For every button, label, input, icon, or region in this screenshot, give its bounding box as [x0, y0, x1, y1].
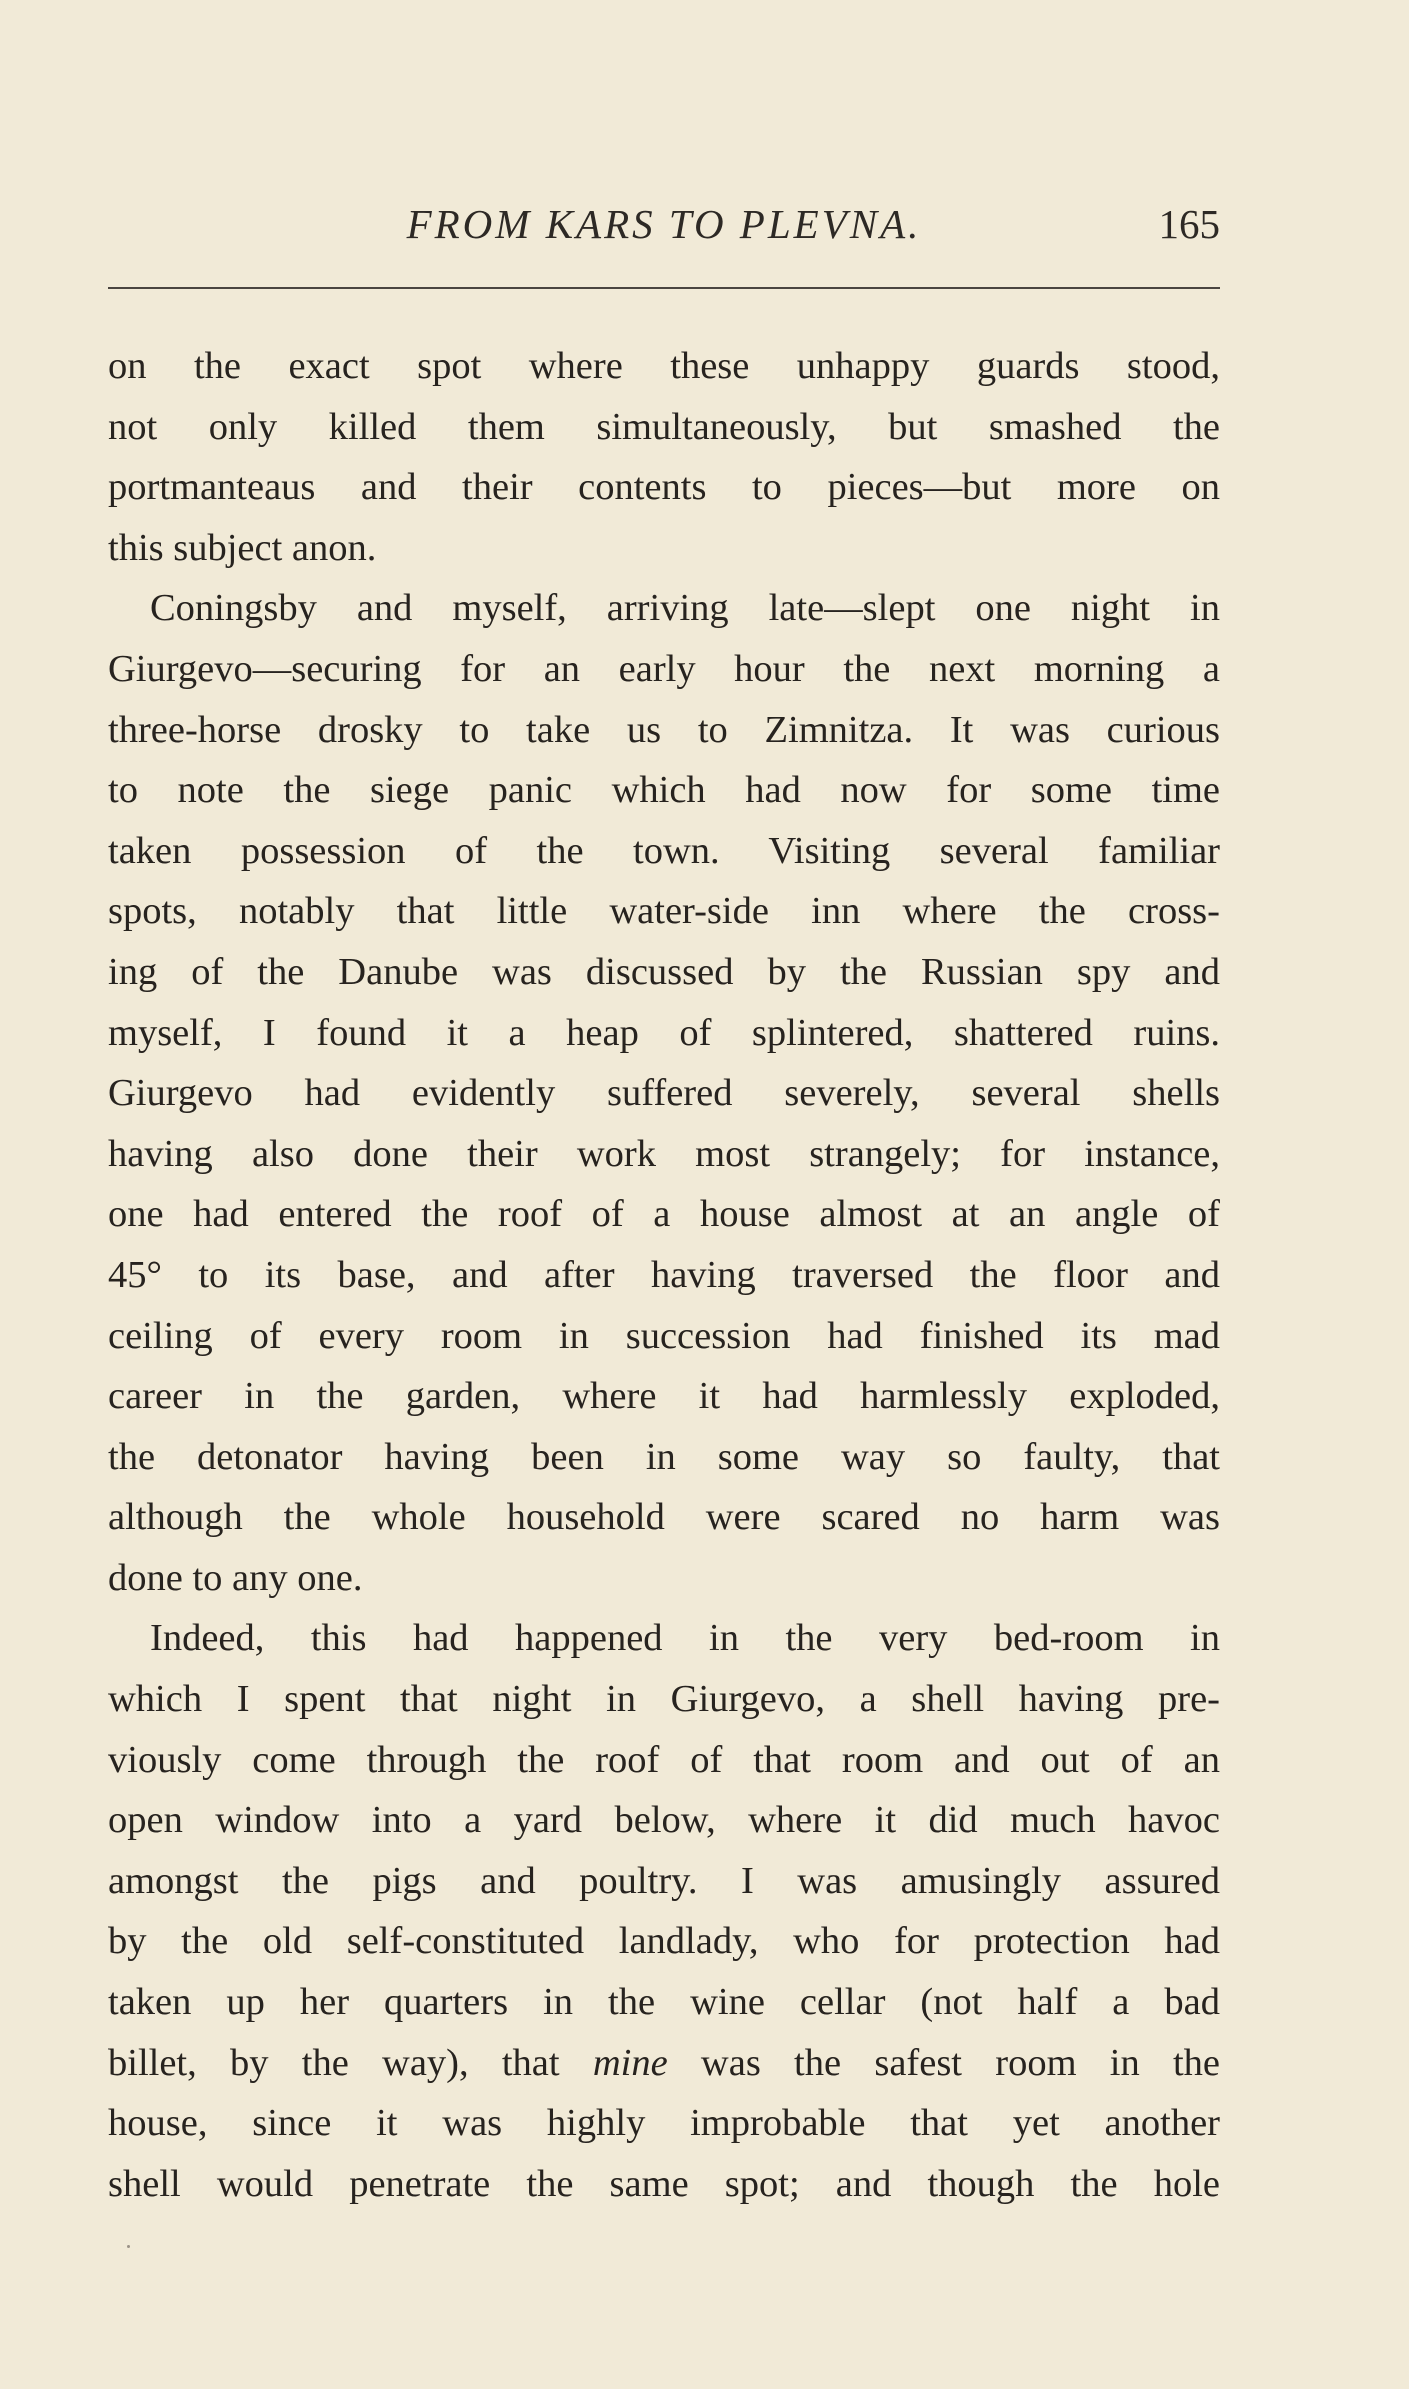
text-line: ing of the Danube was discussed by the Russian spy and — [108, 950, 1220, 993]
text-line: on the exact spot where these unhappy guards stood, — [108, 345, 1220, 387]
text-line: not only killed them simultaneously, but smashed the — [108, 405, 1220, 448]
text-segment: billet, by the way), that — [108, 2041, 593, 2084]
body-text — [108, 336, 1220, 2214]
text-line: career in the garden, where it had harmlessly exploded, — [108, 1375, 1220, 1418]
paragraph-3 — [108, 1608, 1220, 2214]
text-line: open window into a yard below, where it did much havoc — [108, 1799, 1220, 1842]
page-number: 165 — [1158, 201, 1220, 247]
text-line: 45° to its base, and after having traversed the floor and — [108, 1253, 1220, 1296]
text-line: which I spent that night in Giurgevo, a shell having pre- — [108, 1678, 1220, 1721]
text-line: Giurgevo had evidently suffered severely, several shells — [108, 1072, 1220, 1115]
text-line: three-horse drosky to take us to Zimnitza. It was curious — [108, 708, 1220, 751]
running-head — [108, 200, 1220, 260]
text-line: shell would penetrate the same spot; and though the hole — [108, 2162, 1220, 2205]
text-line: having also done their work most strangely; for instance, — [108, 1132, 1220, 1175]
text-line: one had entered the roof of a house almost at an angle of — [108, 1193, 1220, 1236]
paragraph-1 — [108, 336, 1220, 578]
text-line: Giurgevo—securing for an early hour the next morning a — [108, 647, 1220, 690]
text-line: although the whole household were scared no harm was — [108, 1496, 1220, 1539]
text-line: this subject anon. — [108, 526, 377, 569]
text-line: ceiling of every room in succession had finished its mad — [108, 1314, 1220, 1357]
header-rule — [108, 287, 1220, 289]
text-line: house, since it was highly improbable that yet another — [108, 2102, 1220, 2145]
text-line: portmanteaus and their contents to pieces—but more on — [108, 466, 1220, 509]
text-line: Coningsby and myself, arriving late—slept one night in — [150, 587, 1220, 630]
running-title: FROM KARS TO PLEVNA. — [406, 201, 922, 247]
text-line: done to any one. — [108, 1556, 363, 1599]
text-line: myself, I found it a heap of splintered, shattered ruins. — [108, 1011, 1220, 1054]
text-line: taken possession of the town. Visiting several familiar — [108, 829, 1220, 872]
text-line: viously come through the roof of that room and out of an — [108, 1738, 1220, 1781]
text-line: to note the siege panic which had now for some time — [108, 769, 1220, 812]
text-line: the detonator having been in some way so faulty, that — [108, 1435, 1220, 1478]
text-line: spots, notably that little water-side inn where the cross- — [108, 890, 1220, 933]
paper-speck — [127, 2245, 130, 2248]
text-line: by the old self-constituted landlady, who for protection had — [108, 1920, 1220, 1963]
text-line: Indeed, this had happened in the very bed-room in — [150, 1617, 1220, 1660]
italic-word: mine — [592, 2041, 668, 2084]
text-segment: was the safest room in the — [667, 2041, 1220, 2084]
text-line: amongst the pigs and poultry. I was amusingly assured — [108, 1859, 1220, 1902]
paragraph-2 — [108, 578, 1220, 1608]
text-line-with-italic — [108, 2033, 1220, 2094]
text-line: taken up her quarters in the wine cellar (not half a bad — [108, 1981, 1220, 2024]
